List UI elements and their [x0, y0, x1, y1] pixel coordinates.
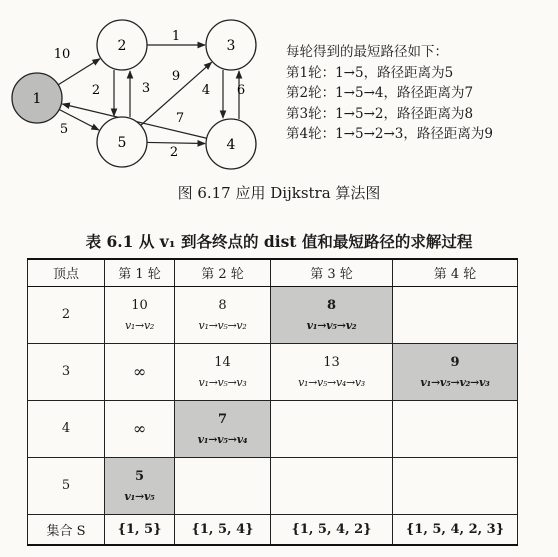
header-cell: 第 3 轮	[271, 259, 393, 286]
set-cell: {1, 5, 4, 2, 3}	[393, 514, 518, 545]
vertex-cell: 2	[28, 286, 105, 343]
vertex-cell: 4	[28, 400, 105, 457]
round-line: 第2轮：1→5→4，路径距离为7	[286, 85, 474, 101]
dist-value: 8	[326, 297, 337, 313]
set-cell: {1, 5, 4, 2}	[271, 514, 393, 545]
dist-cell	[175, 286, 271, 343]
set-label: 集合 S	[28, 514, 105, 545]
rounds-description	[286, 42, 493, 145]
path-value: v₁→v₅→v₂	[306, 318, 357, 332]
edge-weight: 6	[236, 83, 246, 98]
graph-edge	[147, 142, 205, 143]
edge-weight: 2	[169, 145, 179, 160]
dist-cell	[393, 286, 518, 343]
dist-cell	[271, 400, 393, 457]
table-row	[28, 343, 518, 400]
set-row	[28, 514, 518, 545]
dist-value: 5	[134, 468, 145, 484]
round-line: 第1轮：1→5，路径距离为5	[286, 64, 454, 81]
dist-cell	[175, 400, 271, 457]
edge-weight: 9	[171, 69, 181, 84]
dist-value: 7	[217, 411, 228, 427]
dist-cell	[271, 343, 393, 400]
table-row	[28, 400, 518, 457]
path-value: v₁→v₂	[125, 318, 154, 332]
dist-cell	[271, 286, 393, 343]
header-cell: 第 4 轮	[393, 259, 518, 286]
path-value: v₁→v₅→v₃	[198, 375, 247, 389]
dist-cell	[393, 457, 518, 514]
edge-weight: 7	[175, 111, 185, 126]
dist-table	[27, 258, 518, 546]
path-value: v₁→v₅	[124, 489, 155, 503]
vertex-cell: 3	[28, 343, 105, 400]
dist-value: 9	[450, 354, 460, 370]
header-cell: 第 2 轮	[175, 259, 271, 286]
figure-caption: 图 6.17 应用 Dijkstra 算法图	[177, 184, 381, 202]
rounds-heading: 每轮得到的最短路径如下：	[286, 44, 448, 60]
dist-cell	[105, 286, 175, 343]
round-line: 第4轮：1→5→2→3，路径距离为9	[286, 126, 493, 142]
edge-weight: 2	[91, 83, 101, 98]
dist-value: 13	[323, 354, 340, 370]
header-cell: 顶点	[28, 259, 105, 286]
edge-weight: 3	[141, 81, 151, 96]
dist-value: 14	[214, 354, 231, 370]
dijkstra-graph	[0, 0, 290, 175]
round-line: 第3轮：1→5→2，路径距离为8	[286, 105, 474, 122]
dist-cell	[105, 343, 175, 400]
table-row	[28, 457, 518, 514]
graph-edge	[58, 59, 100, 85]
table-title: 表 6.1 从 v₁ 到各终点的 dist 值和最短路径的求解过程	[85, 232, 473, 251]
edge-weight: 10	[53, 47, 71, 62]
dist-cell	[271, 457, 393, 514]
dist-cell	[393, 400, 518, 457]
set-cell: {1, 5, 4}	[175, 514, 271, 545]
vertex-cell: 5	[28, 457, 105, 514]
table-row	[28, 286, 518, 343]
node-label: 1	[32, 91, 42, 107]
set-cell: {1, 5}	[105, 514, 175, 545]
dist-cell	[105, 400, 175, 457]
path-value: v₁→v₅→v₂	[198, 318, 247, 332]
header-cell: 第 1 轮	[105, 259, 175, 286]
dist-cell	[175, 343, 271, 400]
dist-cell	[105, 457, 175, 514]
table-header-row	[28, 259, 518, 286]
path-value: v₁→v₅→v₄	[197, 432, 248, 446]
edge-weight: 1	[171, 29, 181, 44]
path-value: v₁→v₅→v₄→v₃	[298, 375, 365, 389]
node-label: 3	[226, 38, 236, 54]
dist-value: 8	[218, 297, 227, 313]
node-label: 4	[226, 137, 236, 153]
dist-value: ∞	[132, 362, 147, 381]
dist-cell	[175, 457, 271, 514]
node-label: 5	[117, 135, 127, 151]
dist-value: ∞	[132, 419, 147, 438]
dist-cell	[393, 343, 518, 400]
path-value: v₁→v₅→v₂→v₃	[420, 375, 490, 389]
dist-value: 10	[131, 297, 148, 313]
edge-weight: 4	[201, 83, 211, 98]
node-label: 2	[117, 38, 127, 54]
edge-weight: 5	[59, 122, 69, 137]
